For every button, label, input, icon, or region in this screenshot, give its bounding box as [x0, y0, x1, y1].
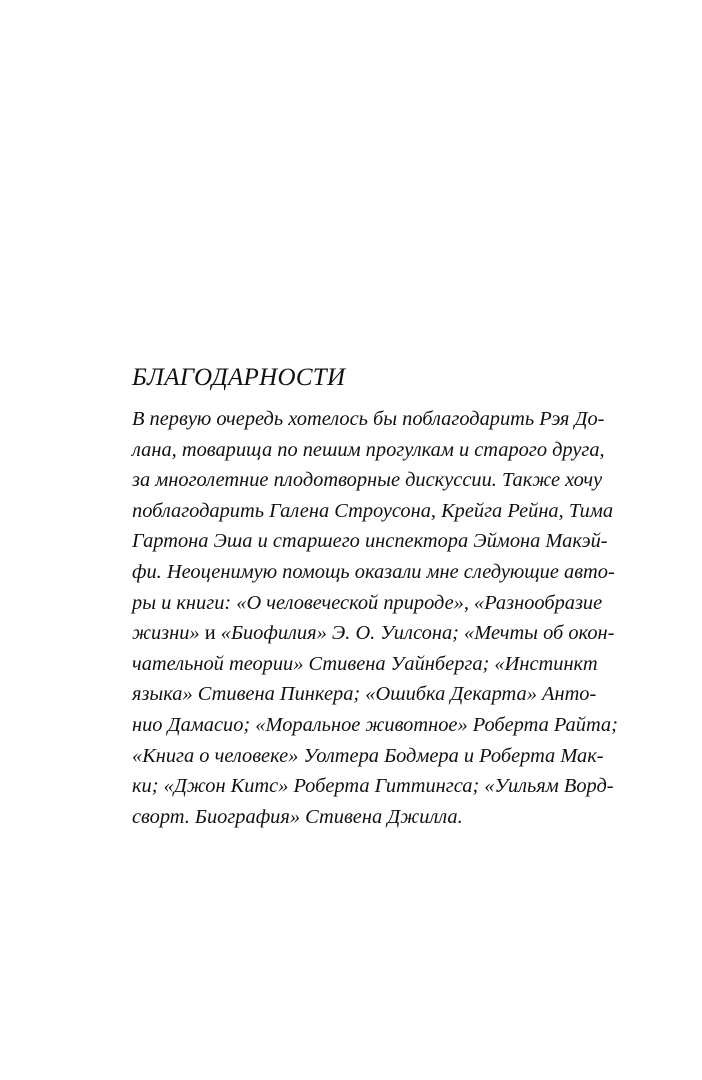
text-line: лана, товарища по пешим прогулкам и старого друга, [132, 438, 605, 461]
text-line: ры и книги: «О человеческой природе», «Разнообразие [132, 591, 603, 614]
text-line: «Книга о человеке» Уолтера Бодмера и Роберта Мак- [132, 744, 604, 767]
text-line: фи. Неоценимую помощь оказали мне следующие авто- [132, 560, 615, 583]
text-line: сворт. Биография» Стивена Джилла. [132, 805, 463, 828]
text-line: ки; «Джон Китс» Роберта Гиттингса; «Уильям Ворд- [132, 775, 614, 798]
section-heading: БЛАГОДАРНОСТИ [132, 364, 346, 391]
upright-conjunction: и [204, 622, 216, 645]
text-fragment: жизни» [132, 622, 205, 645]
text-line: за многолетние плодотворные дискуссии. Также хочу [132, 469, 603, 492]
acknowledgements-text [132, 404, 618, 832]
text-line: В первую очередь хотелось бы поблагодарить Рэя До- [132, 408, 605, 430]
text-line: поблагодарить Галена Строусона, Крейга Рейна, Тима [132, 499, 614, 522]
text-line: нио Дамасио; «Моральное животное» Роберта Райта; [132, 713, 618, 736]
text-line [132, 618, 615, 649]
text-line: Гартона Эша и старшего инспектора Эймона Макэй- [132, 530, 608, 553]
text-line: чательной теории» Стивена Уайнберга; «Инстинкт [132, 652, 598, 675]
text-fragment: «Биофилия» Э. О. Уилсона; «Мечты об окон- [215, 622, 615, 645]
text-line: языка» Стивена Пинкера; «Ошибка Декарта» Анто- [132, 683, 597, 706]
